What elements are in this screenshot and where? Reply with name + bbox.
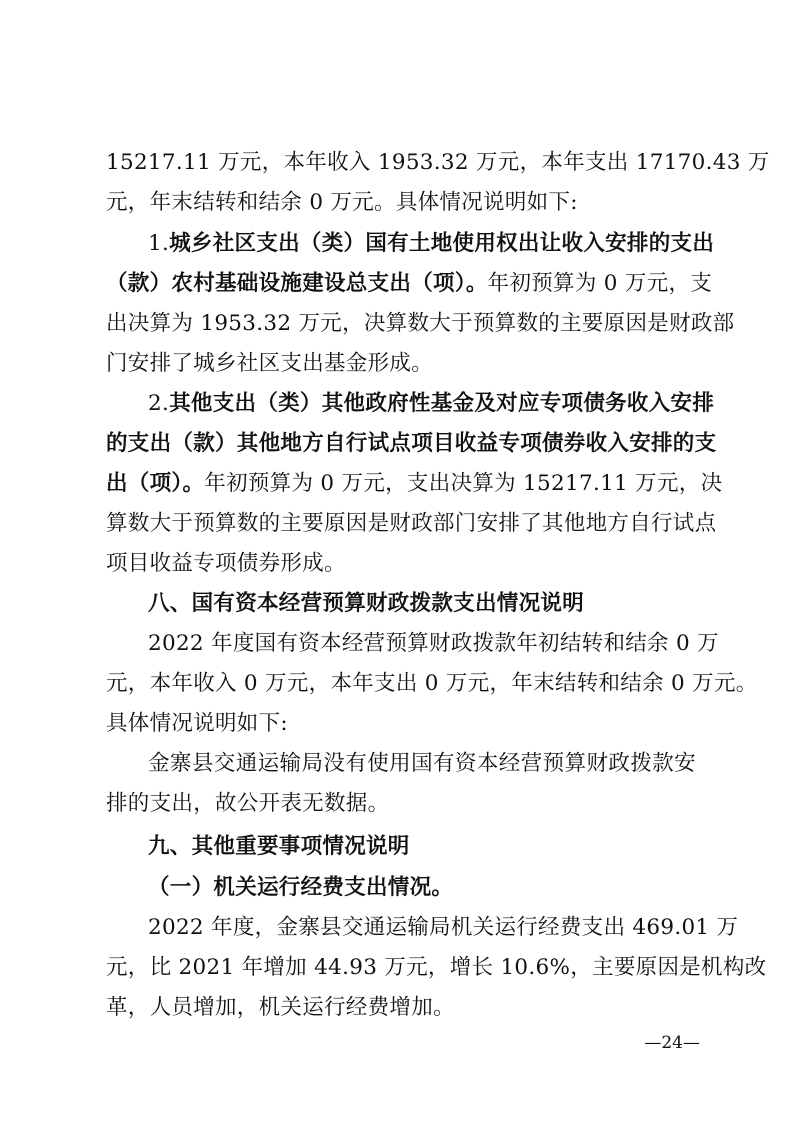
body-line <box>106 264 713 304</box>
body-line <box>148 744 696 784</box>
body-line <box>148 624 719 664</box>
item-2-line <box>148 384 715 424</box>
text-segment: 15217.11 万元，本年收入 1953.32 万元，本年支出 17170.43 万 <box>106 150 770 175</box>
text-segment: 元，比 2021 年增加 44.93 万元，增长 10.6%，主要原因是机构改 <box>106 955 767 980</box>
text-segment: 年初预算为 0 万元，支出决算为 15217.11 万元，决 <box>204 471 723 496</box>
body-line <box>106 504 717 544</box>
body-line <box>106 988 696 1028</box>
text-segment: 元，年末结转和结余 0 万元。具体情况说明如下: <box>106 190 578 215</box>
body-line <box>106 704 696 744</box>
body-line <box>106 304 735 344</box>
body-line <box>148 908 739 948</box>
text-segment: 项目收益专项债券形成。 <box>106 551 346 576</box>
body-line <box>106 424 717 464</box>
heading-text: 八、国有资本经营预算财政拨款支出情况说明 <box>148 591 585 616</box>
item-title: （款）农村基础设施建设总支出（项）。 <box>106 271 488 296</box>
body-line <box>106 344 696 384</box>
item-title: 其他支出（类）其他政府性基金及对应专项债务收入安排 <box>169 391 715 416</box>
body-line <box>106 544 696 584</box>
text-segment: 门安排了城乡社区支出基金形成。 <box>106 351 434 376</box>
item-number: 2. <box>148 391 170 416</box>
text-segment: 排的支出，故公开表无数据。 <box>106 791 390 816</box>
item-1-line <box>148 224 715 264</box>
body-line <box>106 183 696 223</box>
text-segment: 具体情况说明如下: <box>106 711 288 736</box>
text-segment: 出决算为 1953.32 万元，决算数大于预算数的主要原因是财政部 <box>106 311 735 336</box>
section-heading-9 <box>148 827 696 867</box>
text-segment: 年初预算为 0 万元，支 <box>487 271 713 296</box>
body-line <box>106 948 767 988</box>
item-title: 出（项）。 <box>106 471 205 496</box>
subsection-heading <box>148 868 696 908</box>
text-segment: 2022 年度国有资本经营预算财政拨款年初结转和结余 0 万 <box>148 631 719 656</box>
body-line <box>106 143 770 183</box>
text-segment: 2022 年度，金寨县交通运输局机关运行经费支出 469.01 万 <box>148 915 739 940</box>
body-line <box>106 784 696 824</box>
page-number: —24— <box>644 1033 700 1053</box>
item-title: 城乡社区支出（类）国有土地使用权出让收入安排的支出 <box>169 231 715 256</box>
item-title: 的支出（款）其他地方自行试点项目收益专项债券收入安排的支 <box>106 431 717 456</box>
text-segment: 革，人员增加，机关运行经费增加。 <box>106 995 455 1020</box>
text-segment: 元，本年收入 0 万元，本年支出 0 万元，年末结转和结余 0 万元。 <box>106 671 758 696</box>
item-number: 1. <box>148 231 170 256</box>
heading-text: 九、其他重要事项情况说明 <box>148 834 410 859</box>
text-segment: 金寨县交通运输局没有使用国有资本经营预算财政拨款安 <box>148 751 696 776</box>
section-heading-8 <box>148 584 696 624</box>
text-segment: 算数大于预算数的主要原因是财政部门安排了其他地方自行试点 <box>106 511 717 536</box>
subheading-text: （一）机关运行经费支出情况。 <box>148 875 454 900</box>
body-line <box>106 464 723 504</box>
body-line <box>106 664 758 704</box>
